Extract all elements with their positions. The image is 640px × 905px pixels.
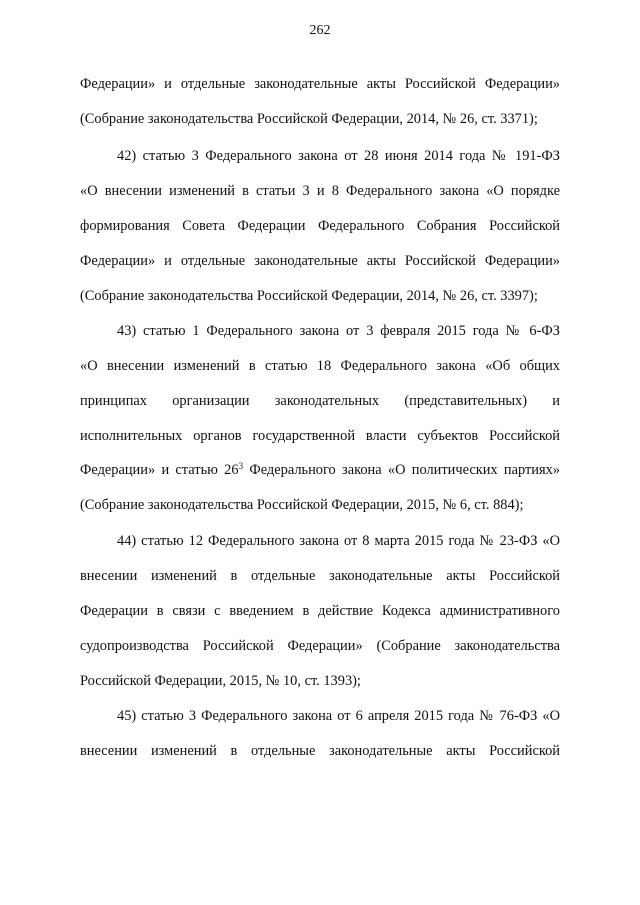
text-line: «О внесении изменений в статьи 3 и 8 Федерального закона «О порядке (80, 183, 560, 199)
text-segment: Федерации» и статью 26 (80, 462, 239, 478)
text-line: судопроизводства Российской Федерации» (Собрание законодательства (80, 638, 560, 654)
paragraph-42-first-line: 42) статью 3 Федерального закона от 28 июня 2014 года № 191-ФЗ (117, 148, 560, 164)
text-line: Федерации» и отдельные законодательные акты Российской Федерации» (80, 76, 560, 92)
text-line-with-superscript (80, 461, 560, 479)
paragraph-43-first-line: 43) статью 1 Федерального закона от 3 февраля 2015 года № 6-ФЗ (117, 323, 560, 339)
text-line: внесении изменений в отдельные законодательные акты Российской (80, 568, 560, 584)
text-line: «О внесении изменений в статью 18 Федерального закона «Об общих (80, 358, 560, 374)
text-segment: Федерального закона «О политических партиях» (243, 462, 560, 478)
page-number: 262 (309, 23, 331, 38)
text-line: формирования Совета Федерации Федерального Собрания Российской (80, 218, 560, 234)
text-line: принципах организации законодательных (представительных) и (80, 393, 560, 409)
text-line: внесении изменений в отдельные законодательные акты Российской (80, 743, 560, 759)
text-line: (Собрание законодательства Российской Федерации, 2014, № 26, ст. 3371); (80, 111, 538, 127)
text-line: (Собрание законодательства Российской Федерации, 2014, № 26, ст. 3397); (80, 288, 538, 304)
paragraph-45-first-line: 45) статью 3 Федерального закона от 6 апреля 2015 года № 76-ФЗ «О (117, 708, 560, 724)
paragraph-44-first-line: 44) статью 12 Федерального закона от 8 марта 2015 года № 23-ФЗ «О (117, 533, 560, 549)
text-line: (Собрание законодательства Российской Федерации, 2015, № 6, ст. 884); (80, 497, 524, 513)
text-line: Федерации» и отдельные законодательные акты Российской Федерации» (80, 253, 560, 269)
superscript: 3 (238, 461, 244, 471)
text-line: исполнительных органов государственной власти субъектов Российской (80, 428, 560, 444)
text-line: Российской Федерации, 2015, № 10, ст. 1393); (80, 673, 361, 689)
text-line: Федерации в связи с введением в действие Кодекса административного (80, 603, 560, 619)
